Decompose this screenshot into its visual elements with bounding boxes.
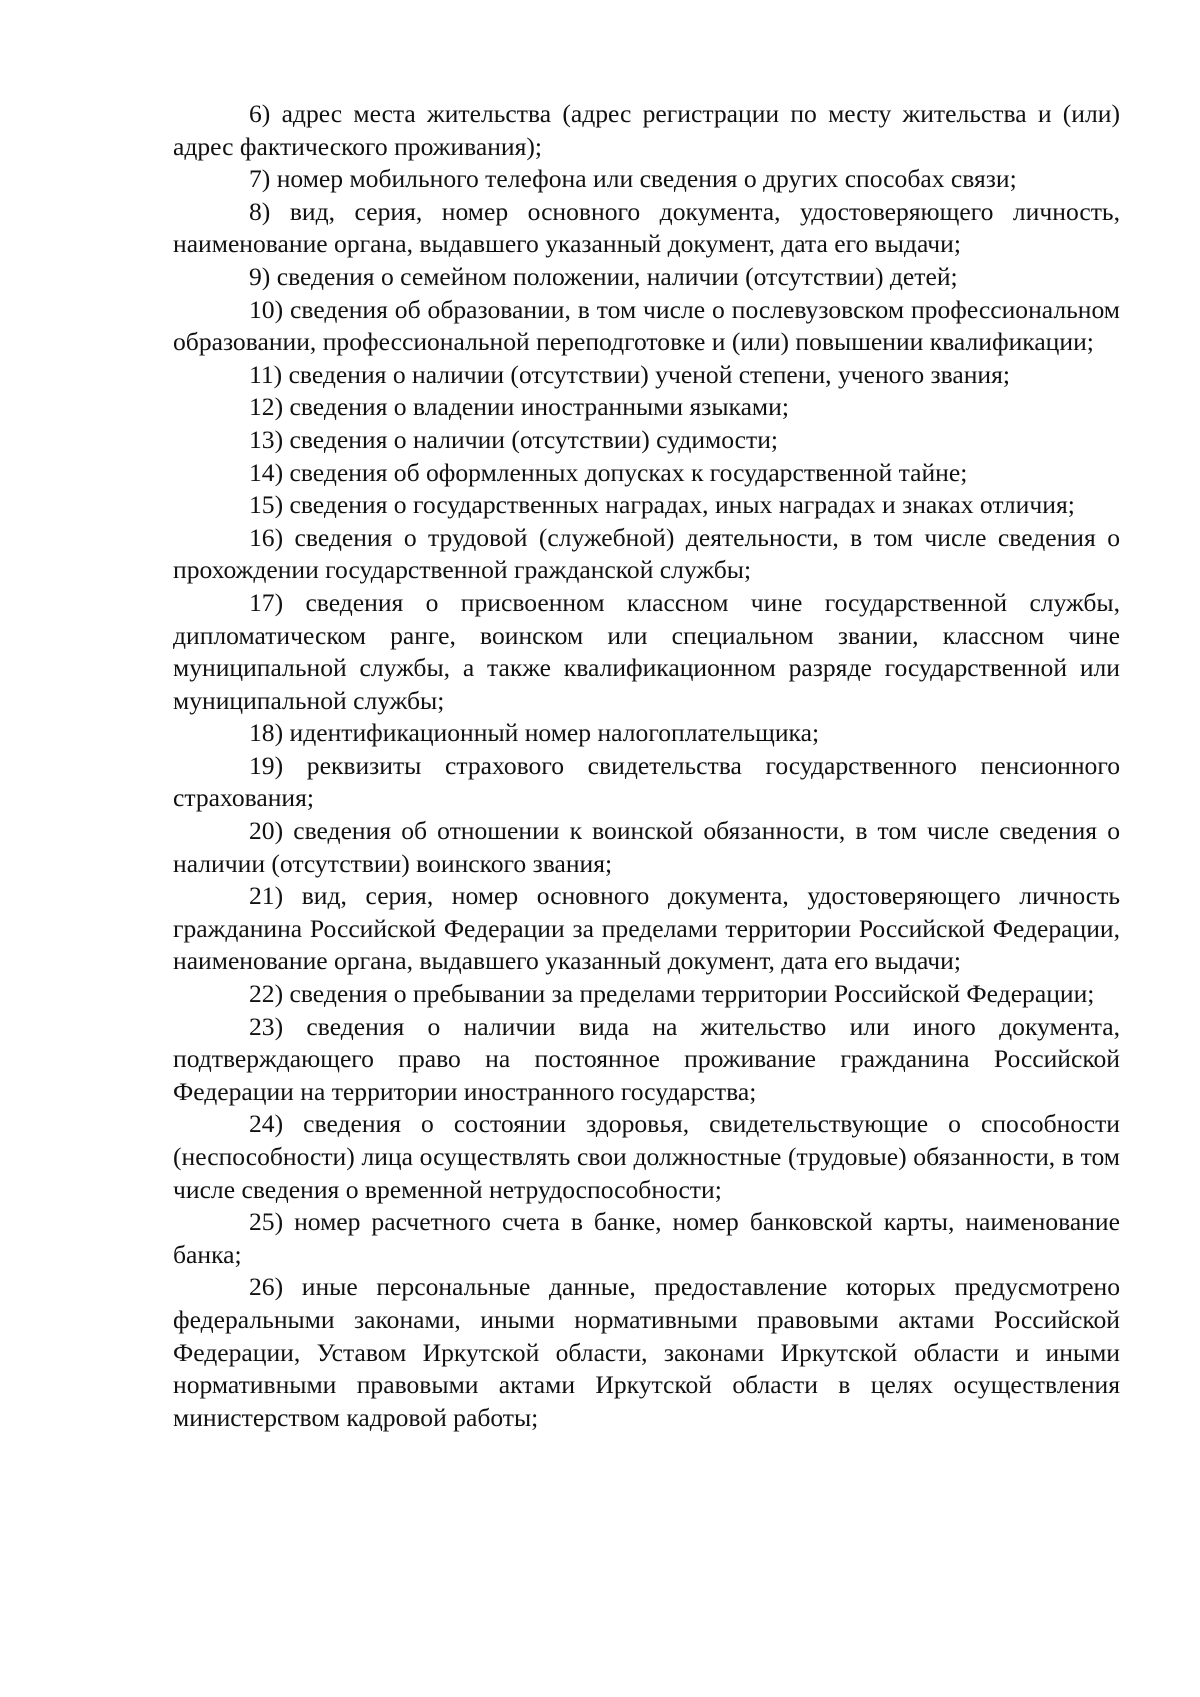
- list-item: 16) сведения о трудовой (служебной) деятельности, в том числе сведения о прохождении государственной гражданской службы;: [173, 522, 1120, 585]
- list-item: 15) сведения о государственных наградах, иных наградах и знаках отличия;: [249, 490, 1075, 520]
- list-item: 25) номер расчетного счета в банке, номер банковской карты, наименование банка;: [173, 1207, 1120, 1269]
- list-item: 8) вид, серия, номер основного документа, удостоверяющего личность, наименование органа, выдавшего указанный документ, дата его выдачи;: [173, 196, 1120, 259]
- list-item: 17) сведения о присвоенном классном чине государственной службы, дипломатическом ранге, воинском или специальном звании, классном чине муниципальной службы, а также квалификационном разряде государственной или муниципальной службы;: [173, 587, 1120, 715]
- list-item: 6) адрес места жительства (адрес регистрации по месту жительства и (или) адрес фактического проживания);: [173, 99, 1120, 161]
- list-item: 20) сведения об отношении к воинской обязанности, в том числе сведения о наличии (отсутствии) воинского звания;: [173, 816, 1120, 878]
- list-item: 12) сведения о владении иностранными языками;: [249, 392, 789, 422]
- list-item: 11) сведения о наличии (отсутствии) ученой степени, ученого звания;: [249, 359, 1011, 389]
- list-item: 24) сведения о состоянии здоровья, свидетельствующие о способности (неспособности) лица осуществлять свои должностные (трудовые) обязанности, в том числе сведения о временной нетрудоспособности;: [173, 1109, 1120, 1204]
- list-item: 9) сведения о семейном положении, наличии (отсутствии) детей;: [249, 261, 958, 291]
- list-item: 14) сведения об оформленных допусках к государственной тайне;: [249, 457, 968, 487]
- list-item: 7) номер мобильного телефона или сведения о других способах связи;: [249, 164, 1017, 194]
- list-item: 10) сведения об образовании, в том числе о послевузовском профессиональном образовании, профессиональной переподготовке и (или) повышении квалификации;: [173, 294, 1120, 357]
- list-item: 22) сведения о пребывании за пределами территории Российской Федерации;: [249, 979, 1095, 1009]
- list-item: 26) иные персональные данные, предоставление которых предусмотрено федеральными законами, иными нормативными правовыми актами Российской Федерации, Уставом Иркутской области, законами Иркутской области и иными нормативными правовыми актами Иркутской области в целях осуществления министерством кадровой работы;: [173, 1272, 1120, 1432]
- list-item: 21) вид, серия, номер основного документа, удостоверяющего личность гражданина Российской Федерации за пределами территории Российской Федерации, наименование органа, выдавшего указанный документ, дата его выдачи;: [173, 881, 1120, 976]
- list-item: 18) идентификационный номер налогоплательщика;: [249, 718, 820, 748]
- document-page: [173, 98, 1120, 1434]
- list-item: 19) реквизиты страхового свидетельства государственного пенсионного страхования;: [173, 750, 1120, 813]
- list-item: 13) сведения о наличии (отсутствии) судимости;: [249, 424, 779, 454]
- list-item: 23) сведения о наличии вида на жительство или иного документа, подтверждающего право на постоянное проживание гражданина Российской Федерации на территории иностранного государства;: [173, 1011, 1120, 1106]
